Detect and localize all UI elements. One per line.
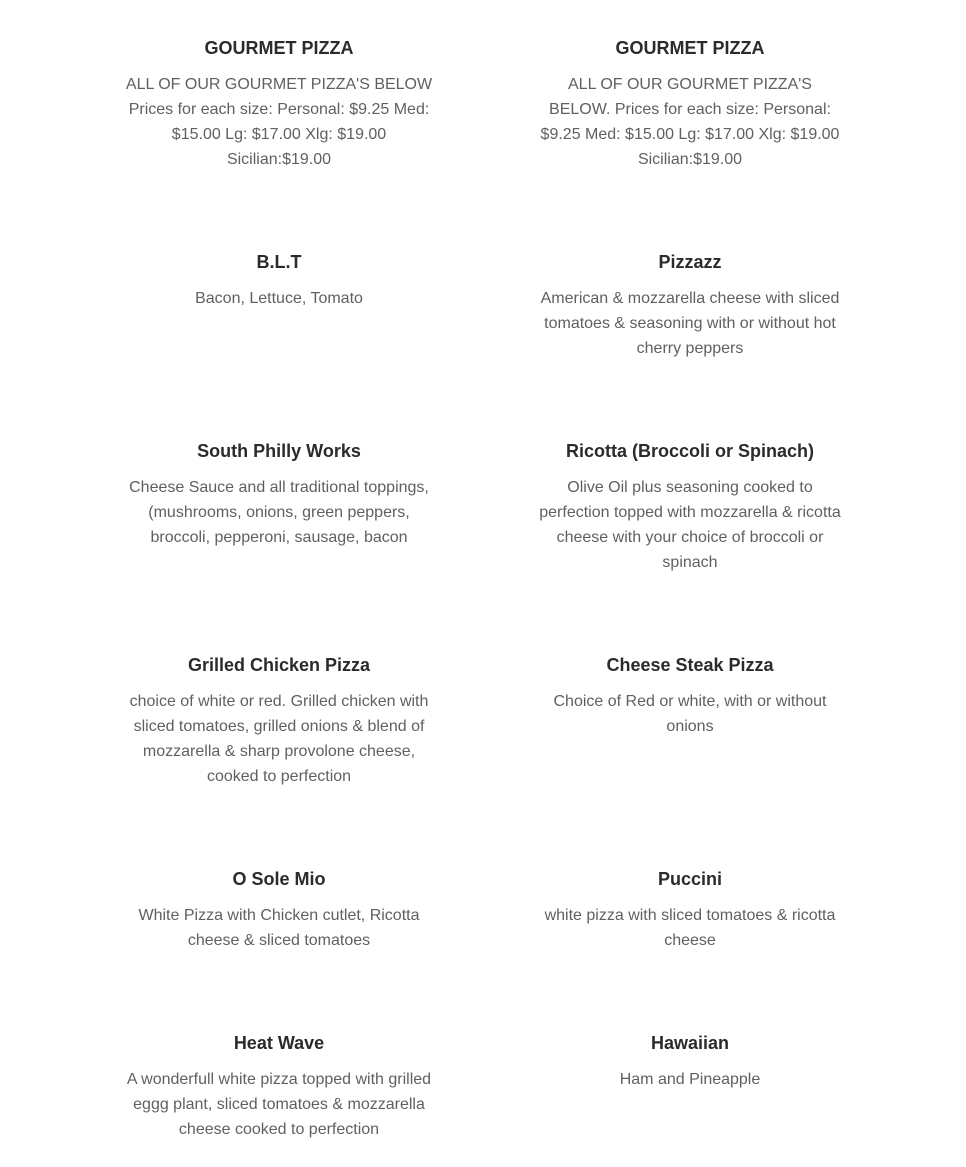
menu-item-title: Pizzazz xyxy=(658,252,722,272)
menu-item-title: Ricotta (Broccoli or Spinach) xyxy=(565,441,815,461)
menu-item-cheese-steak-pizza xyxy=(530,653,850,867)
menu-item-title: Heat Wave xyxy=(233,1033,325,1053)
menu-grid xyxy=(119,36,852,1161)
menu-item-heat-wave xyxy=(119,1031,439,1161)
menu-item-title: O Sole Mio xyxy=(232,869,326,889)
menu-item-hawaiian xyxy=(530,1031,850,1161)
menu-item-description: ALL OF OUR GOURMET PIZZA'S BELOW. Prices for each size: Personal: $9.25 Med: $15.00 Lg: $17.00 Xlg: $19.00 Sicilian:$19.00 xyxy=(540,76,840,168)
menu-item-title: B.L.T xyxy=(256,252,302,272)
menu-item-description: A wonderfull white pizza topped with grilled eggg plant, sliced tomatoes & mozzarella cheese cooked to perfection xyxy=(126,1071,432,1138)
menu-item-description: choice of white or red. Grilled chicken with sliced tomatoes, grilled onions & blend of mozzarella & sharp provolone cheese, cooked to perfection xyxy=(129,693,429,785)
menu-item-gourmet-pizza-right xyxy=(530,36,850,250)
menu-item-south-philly-works xyxy=(119,439,439,653)
menu-item-title: South Philly Works xyxy=(197,441,361,461)
menu-item-description: Cheese Sauce and all traditional toppings, (mushrooms, onions, green peppers, broccoli, pepperoni, sausage, bacon xyxy=(129,479,429,546)
menu-item-title: GOURMET PIZZA xyxy=(615,38,765,58)
menu-item-description: white pizza with sliced tomatoes & ricotta cheese xyxy=(544,907,836,949)
menu-item-grilled-chicken-pizza xyxy=(119,653,439,867)
menu-item-description: Choice of Red or white, with or without onions xyxy=(553,693,827,735)
menu-item-description: White Pizza with Chicken cutlet, Ricotta cheese & sliced tomatoes xyxy=(138,907,420,949)
menu-item-blt xyxy=(119,250,439,439)
menu-item-title: GOURMET PIZZA xyxy=(204,38,354,58)
menu-item-description: American & mozzarella cheese with sliced tomatoes & seasoning with or without hot cherry peppers xyxy=(540,290,840,357)
menu-item-description: ALL OF OUR GOURMET PIZZA'S BELOW Prices for each size: Personal: $9.25 Med: $15.00 Lg: $17.00 Xlg: $19.00 Sicilian:$19.00 xyxy=(125,76,433,168)
menu-item-description: Ham and Pineapple xyxy=(619,1071,761,1088)
menu-item-gourmet-pizza-left xyxy=(119,36,439,250)
menu-item-o-sole-mio xyxy=(119,867,439,1031)
menu-item-pizzazz xyxy=(530,250,850,439)
menu-item-title: Cheese Steak Pizza xyxy=(606,655,774,675)
menu-item-description: Olive Oil plus seasoning cooked to perfection topped with mozzarella & ricotta cheese with your choice of broccoli or spinach xyxy=(539,479,841,571)
menu-item-title: Puccini xyxy=(657,869,723,889)
menu-item-description: Bacon, Lettuce, Tomato xyxy=(195,290,363,307)
menu-item-title: Hawaiian xyxy=(650,1033,730,1053)
menu-item-ricotta xyxy=(530,439,850,653)
menu-item-title: Grilled Chicken Pizza xyxy=(187,655,371,675)
menu-item-puccini xyxy=(530,867,850,1031)
